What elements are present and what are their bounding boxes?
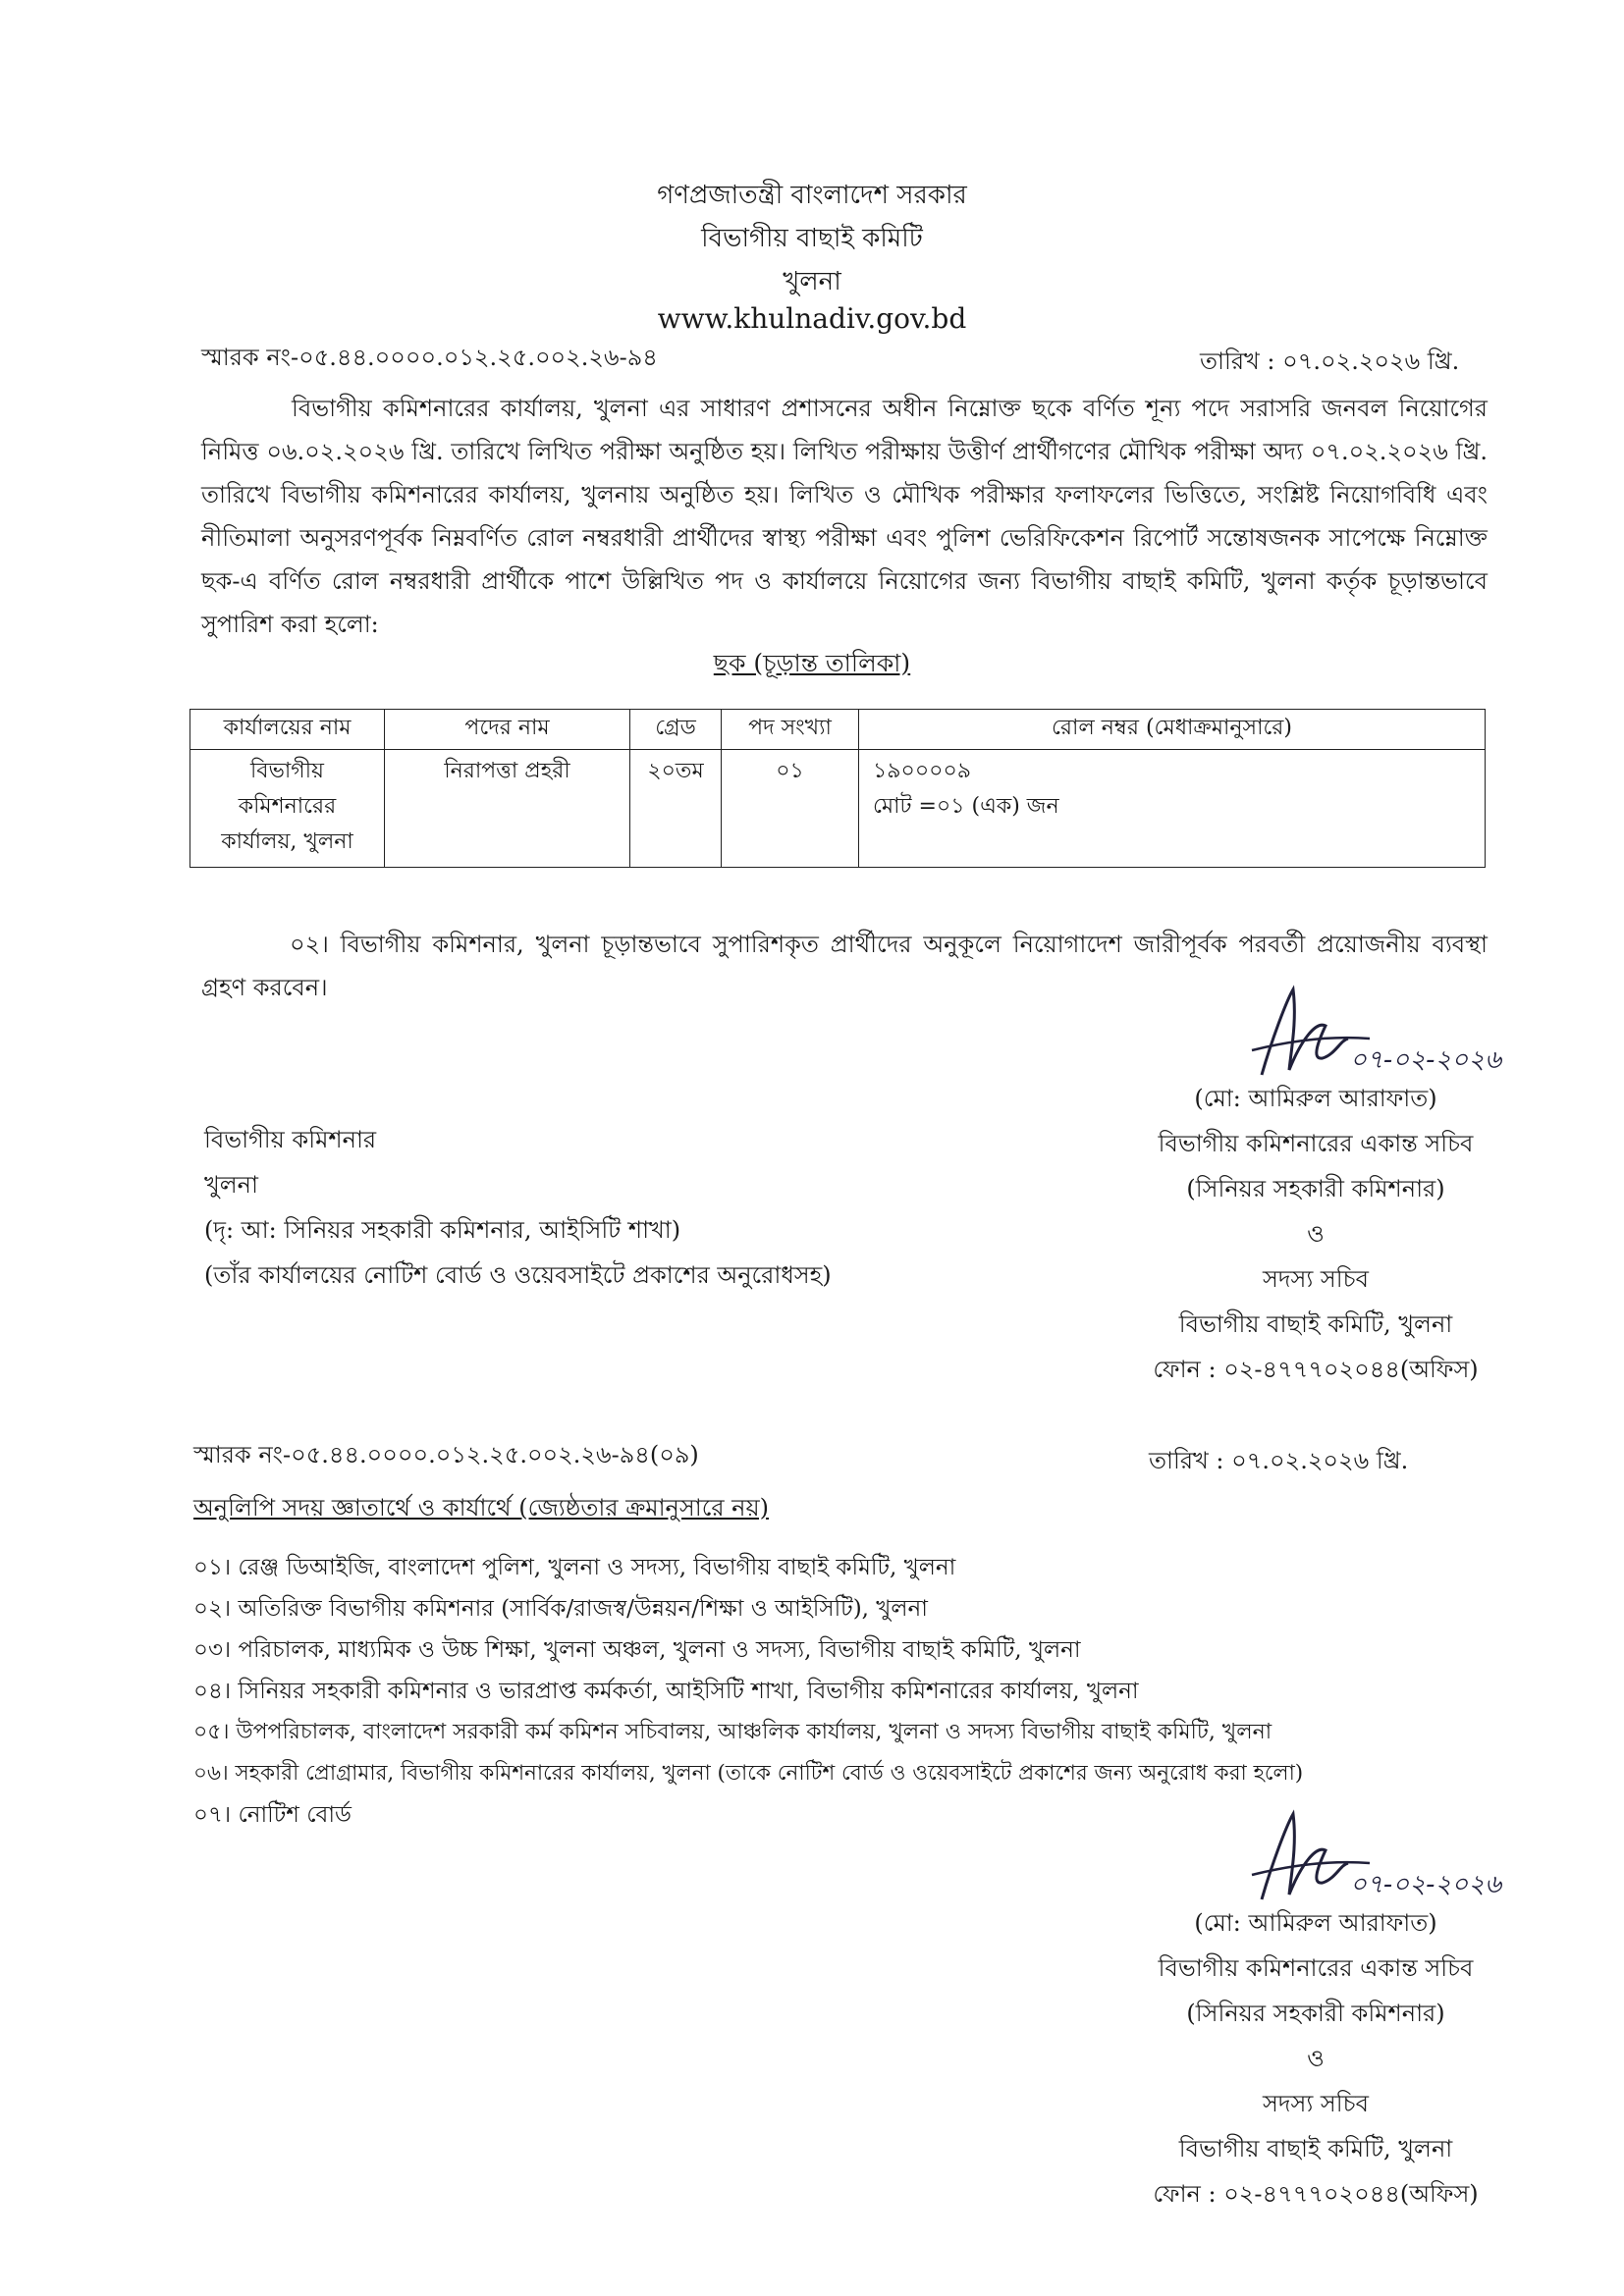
col-office: কার্যালয়ের নাম <box>190 710 385 750</box>
table-row <box>190 750 1486 868</box>
signatory-phone: ফোন : ০২-৪৭৭৭০২০৪৪(অফিস) <box>1153 1356 1479 1383</box>
memo2-reference: স্মারক নং-০৫.৪৪.০০০০.০১২.২৫.০০২.২৬-৯৪(০৯) <box>193 1441 699 1468</box>
header-website: www.khulnadiv.gov.bd <box>657 302 967 335</box>
signature-1 <box>1232 982 1507 1090</box>
cell-roll <box>859 750 1486 868</box>
list-item: ০৩। পরিচালক, মাধ্যমিক ও উচ্চ শিক্ষা, খুলনা অঞ্চল, খুলনা ও সদস্য, বিভাগীয় বাছাই কমিটি, খুলনা <box>193 1637 1081 1663</box>
recipient-line: (দৃ: আ: সিনিয়র সহকারী কমিশনার, আইসিটি শাখা) <box>204 1216 681 1244</box>
col-count: পদ সংখ্যা <box>722 710 859 750</box>
office-line: বিভাগীয় <box>250 759 324 783</box>
signature-date: ০৭-০২-২০২৬ <box>1350 1045 1502 1075</box>
signatory-name: (মো: আমিরুল আরাফাত) <box>1194 1085 1437 1112</box>
header-committee: বিভাগীয় বাছাই কমিটি <box>701 224 923 253</box>
recipient-line: বিভাগীয় কমিশনার <box>204 1126 377 1153</box>
list-item: ০৫। উপপরিচালক, বাংলাদেশ সরকারী কর্ম কমিশন সচিবালয়, আঞ্চলিক কার্যালয়, খুলনা ও সদস্য বিভাগীয় বাছাই কমিটি, খুলনা <box>193 1720 1272 1744</box>
list-item: ০১। রেঞ্জ ডিআইজি, বাংলাদেশ পুলিশ, খুলনা ও সদস্য, বিভাগীয় বাছাই কমিটি, খুলনা <box>193 1555 956 1580</box>
signatory-title: (সিনিয়র সহকারী কমিশনার) <box>1186 1175 1445 1202</box>
office-line: কার্যালয়, খুলনা <box>221 829 353 854</box>
roll-number: ১৯০০০০৯ <box>873 759 972 783</box>
list-item: ০৪। সিনিয়র সহকারী কমিশনার ও ভারপ্রাপ্ত কর্মকর্তা, আইসিটি শাখা, বিভাগীয় কমিশনারের কার্যালয়, খুলনা <box>193 1679 1139 1704</box>
table-header-row <box>190 710 1486 750</box>
recipient-line: খুলনা <box>204 1171 258 1199</box>
memo-date: তারিখ : ০৭.০২.২০২৬ খ্রি. <box>1200 347 1460 375</box>
instruction-paragraph: ০২। বিভাগীয় কমিশনার, খুলনা চূড়ান্তভাবে সুপারিশকৃত প্রার্থীদের অনুকূলে নিয়োগাদেশ জারীপূর্বক পরবর্তী প্রয়োজনীয় ব্যবস্থা গ্রহণ করবেন। <box>201 931 1488 1001</box>
recipient-line: (তাঁর কার্যালয়ের নোটিশ বোর্ড ও ওয়েবসাইটে প্রকাশের অনুরোধসহ) <box>204 1261 832 1289</box>
list-item: ০৭। নোটিশ বোর্ড <box>193 1802 352 1828</box>
signatory-name: (মো: আমিরুল আরাফাত) <box>1194 1909 1437 1937</box>
signature-date: ০৭-০২-২০২৬ <box>1350 1870 1502 1899</box>
signatory-and: ও <box>1307 1220 1325 1248</box>
allocation-table <box>189 709 1486 868</box>
signatory-block-2 <box>1060 1900 1571 2216</box>
col-roll: রোল নম্বর (মেধাক্রমানুসারে) <box>859 710 1486 750</box>
col-post: পদের নাম <box>385 710 630 750</box>
signatory-title: বিভাগীয় কমিশনারের একান্ত সচিব <box>1158 1954 1474 1982</box>
table-title: ছক (চূড়ান্ত তালিকা) <box>713 649 911 677</box>
header-location: খুলনা <box>783 267 841 296</box>
signatory-title: সদস্য সচিব <box>1263 2090 1369 2117</box>
signatory-title: (সিনিয়র সহকারী কমিশনার) <box>1186 2000 1445 2027</box>
col-grade: গ্রেড <box>630 710 722 750</box>
signatory-phone: ফোন : ০২-৪৭৭৭০২০৪৪(অফিস) <box>1153 2180 1479 2208</box>
list-item: ০৬। সহকারী প্রোগ্রামার, বিভাগীয় কমিশনারের কার্যালয়, খুলনা (তাকে নোটিশ বোর্ড ও ওয়েবসাইটে প্রকাশের জন্য অনুরোধ করা হলো) <box>193 1761 1304 1786</box>
signatory-block <box>1060 1076 1571 1392</box>
body-paragraph: বিভাগীয় কমিশনারের কার্যালয়, খুলনা এর সাধারণ প্রশাসনের অধীন নিম্নোক্ত ছকে বর্ণিত শূন্য পদে সরাসরি জনবল নিয়োগের নিমিত্ত ০৬.০২.২০২৬ খ্রি. তারিখে লিখিত পরীক্ষা অনুষ্ঠিত হয়। লিখিত পরীক্ষায় উত্তীর্ণ প্রার্থীগণের মৌখিক পরীক্ষা অদ্য ০৭.০২.২০২৬ খ্রি. তারিখে বিভাগীয় কমিশনারের কার্যালয়, খুলনায় অনুষ্ঠিত হয়। লিখিত ও মৌখিক পরীক্ষার ফলাফলের ভিত্তিতে, সংশ্লিষ্ট নিয়োগবিধি এবং নীতিমালা অনুসরণপূর্বক নিম্নবর্ণিত রোল নম্বরধারী প্রার্থীদের স্বাস্থ্য পরীক্ষা এবং পুলিশ ভেরিফিকেশন রিপোর্ট সন্তোষজনক সাপেক্ষে নিম্নোক্ত ছক-এ বর্ণিত রোল নম্বরধারী প্রার্থীকে পাশে উল্লিখিত পদ ও কার্যালয়ে নিয়োগের জন্য বিভাগীয় বাছাই কমিটি, খুলনা কর্তৃক চূড়ান্তভাবে সুপারিশ করা হলো: <box>201 395 1488 638</box>
roll-total: মোট =০১ (এক) জন <box>873 794 1059 819</box>
cell-grade: ২০তম <box>630 750 722 868</box>
memo2-date: তারিখ : ০৭.০২.২০২৬ খ্রি. <box>1149 1447 1409 1474</box>
recipient-block <box>204 1117 832 1298</box>
office-line: কমিশনারের <box>238 794 337 819</box>
signatory-title: বিভাগীয় কমিশনারের একান্ত সচিব <box>1158 1130 1474 1157</box>
list-item: ০২। অতিরিক্ত বিভাগীয় কমিশনার (সার্বিক/রাজস্ব/উন্নয়ন/শিক্ষা ও আইসিটি), খুলনা <box>193 1596 928 1622</box>
signatory-title: বিভাগীয় বাছাই কমিটি, খুলনা <box>1178 2135 1453 2163</box>
cell-post: নিরাপত্তা প্রহরী <box>385 750 630 868</box>
signatory-and: ও <box>1307 2045 1325 2072</box>
signatory-title: বিভাগীয় বাছাই কমিটি, খুলনা <box>1178 1310 1453 1338</box>
cell-count: ০১ <box>722 750 859 868</box>
memo-reference: স্মারক নং-০৫.৪৪.০০০০.০১২.২৫.০০২.২৬-৯৪ <box>201 344 658 371</box>
header-government: গণপ্রজাতন্ত্রী বাংলাদেশ সরকার <box>657 181 967 210</box>
signature-2 <box>1232 1806 1507 1914</box>
signatory-title: সদস্য সচিব <box>1263 1265 1369 1293</box>
cell-office <box>190 750 385 868</box>
cc-list <box>193 1547 1303 1836</box>
cc-title: অনুলিপি সদয় জ্ঞাতার্থে ও কার্যার্থে (জ্যেষ্ঠতার ক্রমানুসারে নয়) <box>193 1494 769 1522</box>
